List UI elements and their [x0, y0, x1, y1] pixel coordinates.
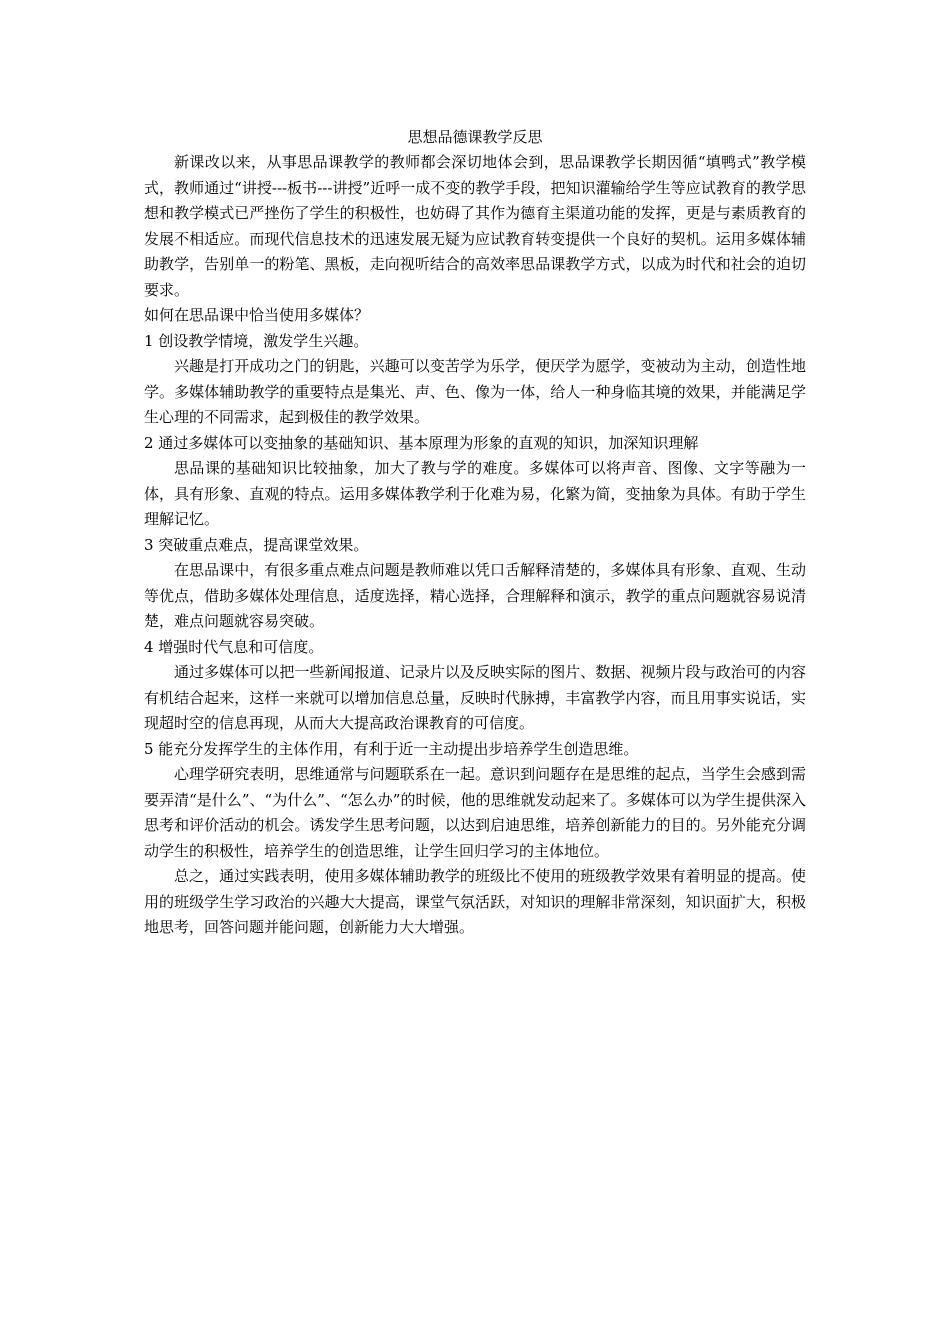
section-1-heading: 1 创设教学情境，激发学生兴趣。	[144, 331, 369, 350]
section-2-body: 思品课的基础知识比较抽象，加大了教与学的难度。多媒体可以将声音、图像、文字等融为一体，具有形象、直观的特点。运用多媒体教学利于化难为易，化繁为简，变抽象为具体。有助于学生理解记忆。	[144, 459, 806, 528]
section-3-heading: 3 突破重点难点，提高课堂效果。	[144, 535, 369, 554]
section-1-body: 兴趣是打开成功之门的钥匙，兴趣可以变苦学为乐学，便厌学为愿学，变被动为主动，创造性地学。多媒体辅助教学的重要特点是集光、声、色、像为一体，给人一种身临其境的效果，并能满足学生心理的不同需求，起到极佳的教学效果。	[144, 357, 806, 426]
section-5-body: 心理学研究表明，思维通常与问题联系在一起。意识到问题存在是思维的起点，当学生会感到需要弄清“是什么”、“为什么”、“怎么办”的时候，他的思维就发动起来了。多媒体可以为学生提供深入思考和评价活动的机会。诱发学生思考问题，以达到启迪思维，培养创新能力的目的。另外能充分调动学生的积极性，培养学生的创造思维，让学生回归学习的主体地位。	[144, 765, 806, 860]
intro-paragraph: 新课改以来，从事思品课教学的教师都会深切地体会到，思品课教学长期因循“填鸭式”教学模式，教师通过“讲授---板书---讲授”近呼一成不变的教学手段，把知识灌输给学生等应试教育的教学思想和教学模式已严挫伤了学生的积极性，也妨碍了其作为德育主渠道功能的发挥，更是与素质教育的发展不相适应。而现代信息技术的迅速发展无疑为应试教育转变提供一个良好的契机。运用多媒体辅助教学，告别单一的粉笔、黑板，走向视听结合的高效率思品课教学方式，以成为时代和社会的迫切要求。	[144, 153, 806, 299]
section-4-body: 通过多媒体可以把一些新闻报道、记录片以及反映实际的图片、数据、视频片段与政治可的内容有机结合起来，这样一来就可以增加信息总量，反映时代脉搏，丰富教学内容，而且用事实说话，实现超时空的信息再现，从而大大提高政治课教育的可信度。	[144, 663, 806, 732]
document-title: 思想品德课教学反思	[407, 128, 543, 146]
section-3-body: 在思品课中，有很多重点难点问题是教师难以凭口舌解释清楚的，多媒体具有形象、直观、生动等优点，借助多媒体处理信息，适度选择，精心选择，合理解释和演示，教学的重点问题就容易说清楚，难点问题就容易突破。	[144, 561, 806, 630]
section-5-heading: 5 能充分发挥学生的主体作用，有利于近一主动提出步培养学生创造思维。	[144, 739, 639, 758]
section-2-heading: 2 通过多媒体可以变抽象的基础知识、基本原理为形象的直观的知识，加深知识理解	[144, 433, 699, 452]
question-heading: 如何在思品课中恰当使用多媒体？	[144, 306, 370, 324]
conclusion-paragraph: 总之，通过实践表明，使用多媒体辅助教学的班级比不使用的班级教学效果有着明显的提高。使用的班级学生学习政治的兴趣大大提高，课堂气氛活跃，对知识的理解非常深刻，知识面扩大，积极地思考，回答问题并能问题，创新能力大大增强。	[144, 867, 806, 936]
document-page	[144, 124, 806, 941]
section-4-heading: 4 增强时代气息和可信度。	[144, 637, 324, 656]
